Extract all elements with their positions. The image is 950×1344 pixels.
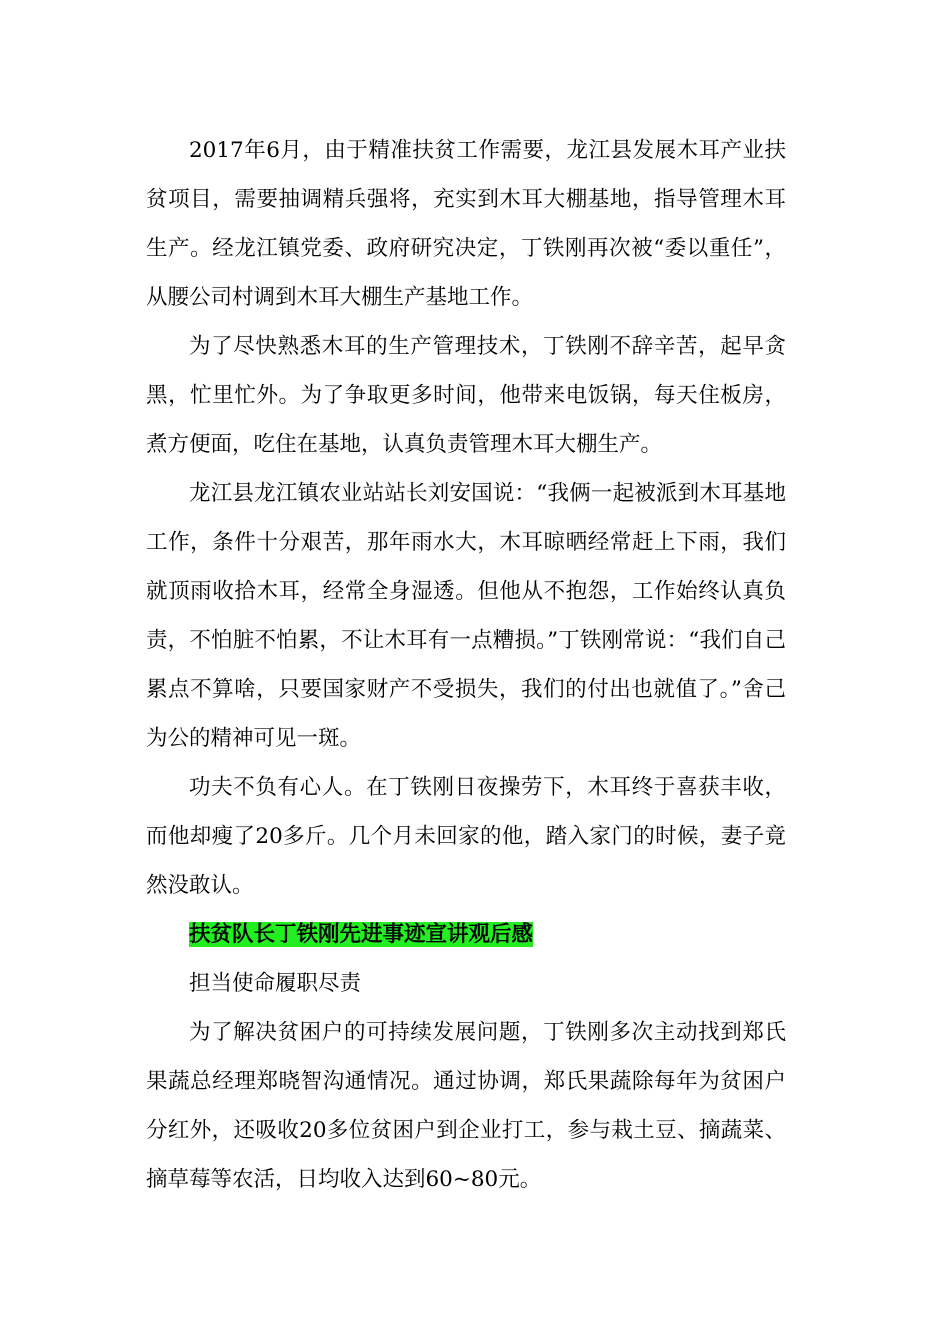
paragraph-5: 为了解决贫困户的可持续发展问题，丁铁刚多次主动找到郑氏果蔬总经理郑晓智沟通情况。通过协调，郑氏果蔬除每年为贫困户分红外，还吸收20多位贫困户到企业打工，参与栽土豆、摘蔬菜、摘草莓等农活，日均收入达到60~80元。 — [146, 1020, 786, 1192]
highlighted-heading-text: 扶贫队长丁铁刚先进事迹宣讲观后感 — [189, 922, 534, 947]
section-heading — [146, 910, 786, 959]
paragraph-2: 为了尽快熟悉木耳的生产管理技术，丁铁刚不辞辛苦，起早贪黑，忙里忙外。为了争取更多时间，他带来电饭锅，每天住板房，煮方便面，吃住在基地，认真负责管理木耳大棚生产。 — [146, 334, 786, 457]
paragraph-3: 龙江县龙江镇农业站站长刘安国说：“我俩一起被派到木耳基地工作，条件十分艰苦，那年雨水大，木耳晾晒经常赶上下雨，我们就顶雨收拾木耳，经常全身湿透。但他从不抱怨，工作始终认真负责，不怕脏不怕累，不让木耳有一点糟损。”丁铁刚常说：“我们自己累点不算啥，只要国家财产不受损失，我们的付出也就值了。”舍己为公的精神可见一斑。 — [146, 481, 786, 751]
paragraph-4: 功夫不负有心人。在丁铁刚日夜操劳下，木耳终于喜获丰收，而他却瘦了20多斤。几个月未回家的他，踏入家门的时候，妻子竟然没敢认。 — [146, 775, 786, 898]
paragraph-1: 2017年6月，由于精准扶贫工作需要，龙江县发展木耳产业扶贫项目，需要抽调精兵强将，充实到木耳大棚基地，指导管理木耳生产。经龙江镇党委、政府研究决定，丁铁刚再次被“委以重任”，从腰公司村调到木耳大棚生产基地工作。 — [146, 138, 786, 310]
document-body — [146, 126, 786, 1204]
section-subheading: 担当使命履职尽责 — [189, 971, 362, 996]
